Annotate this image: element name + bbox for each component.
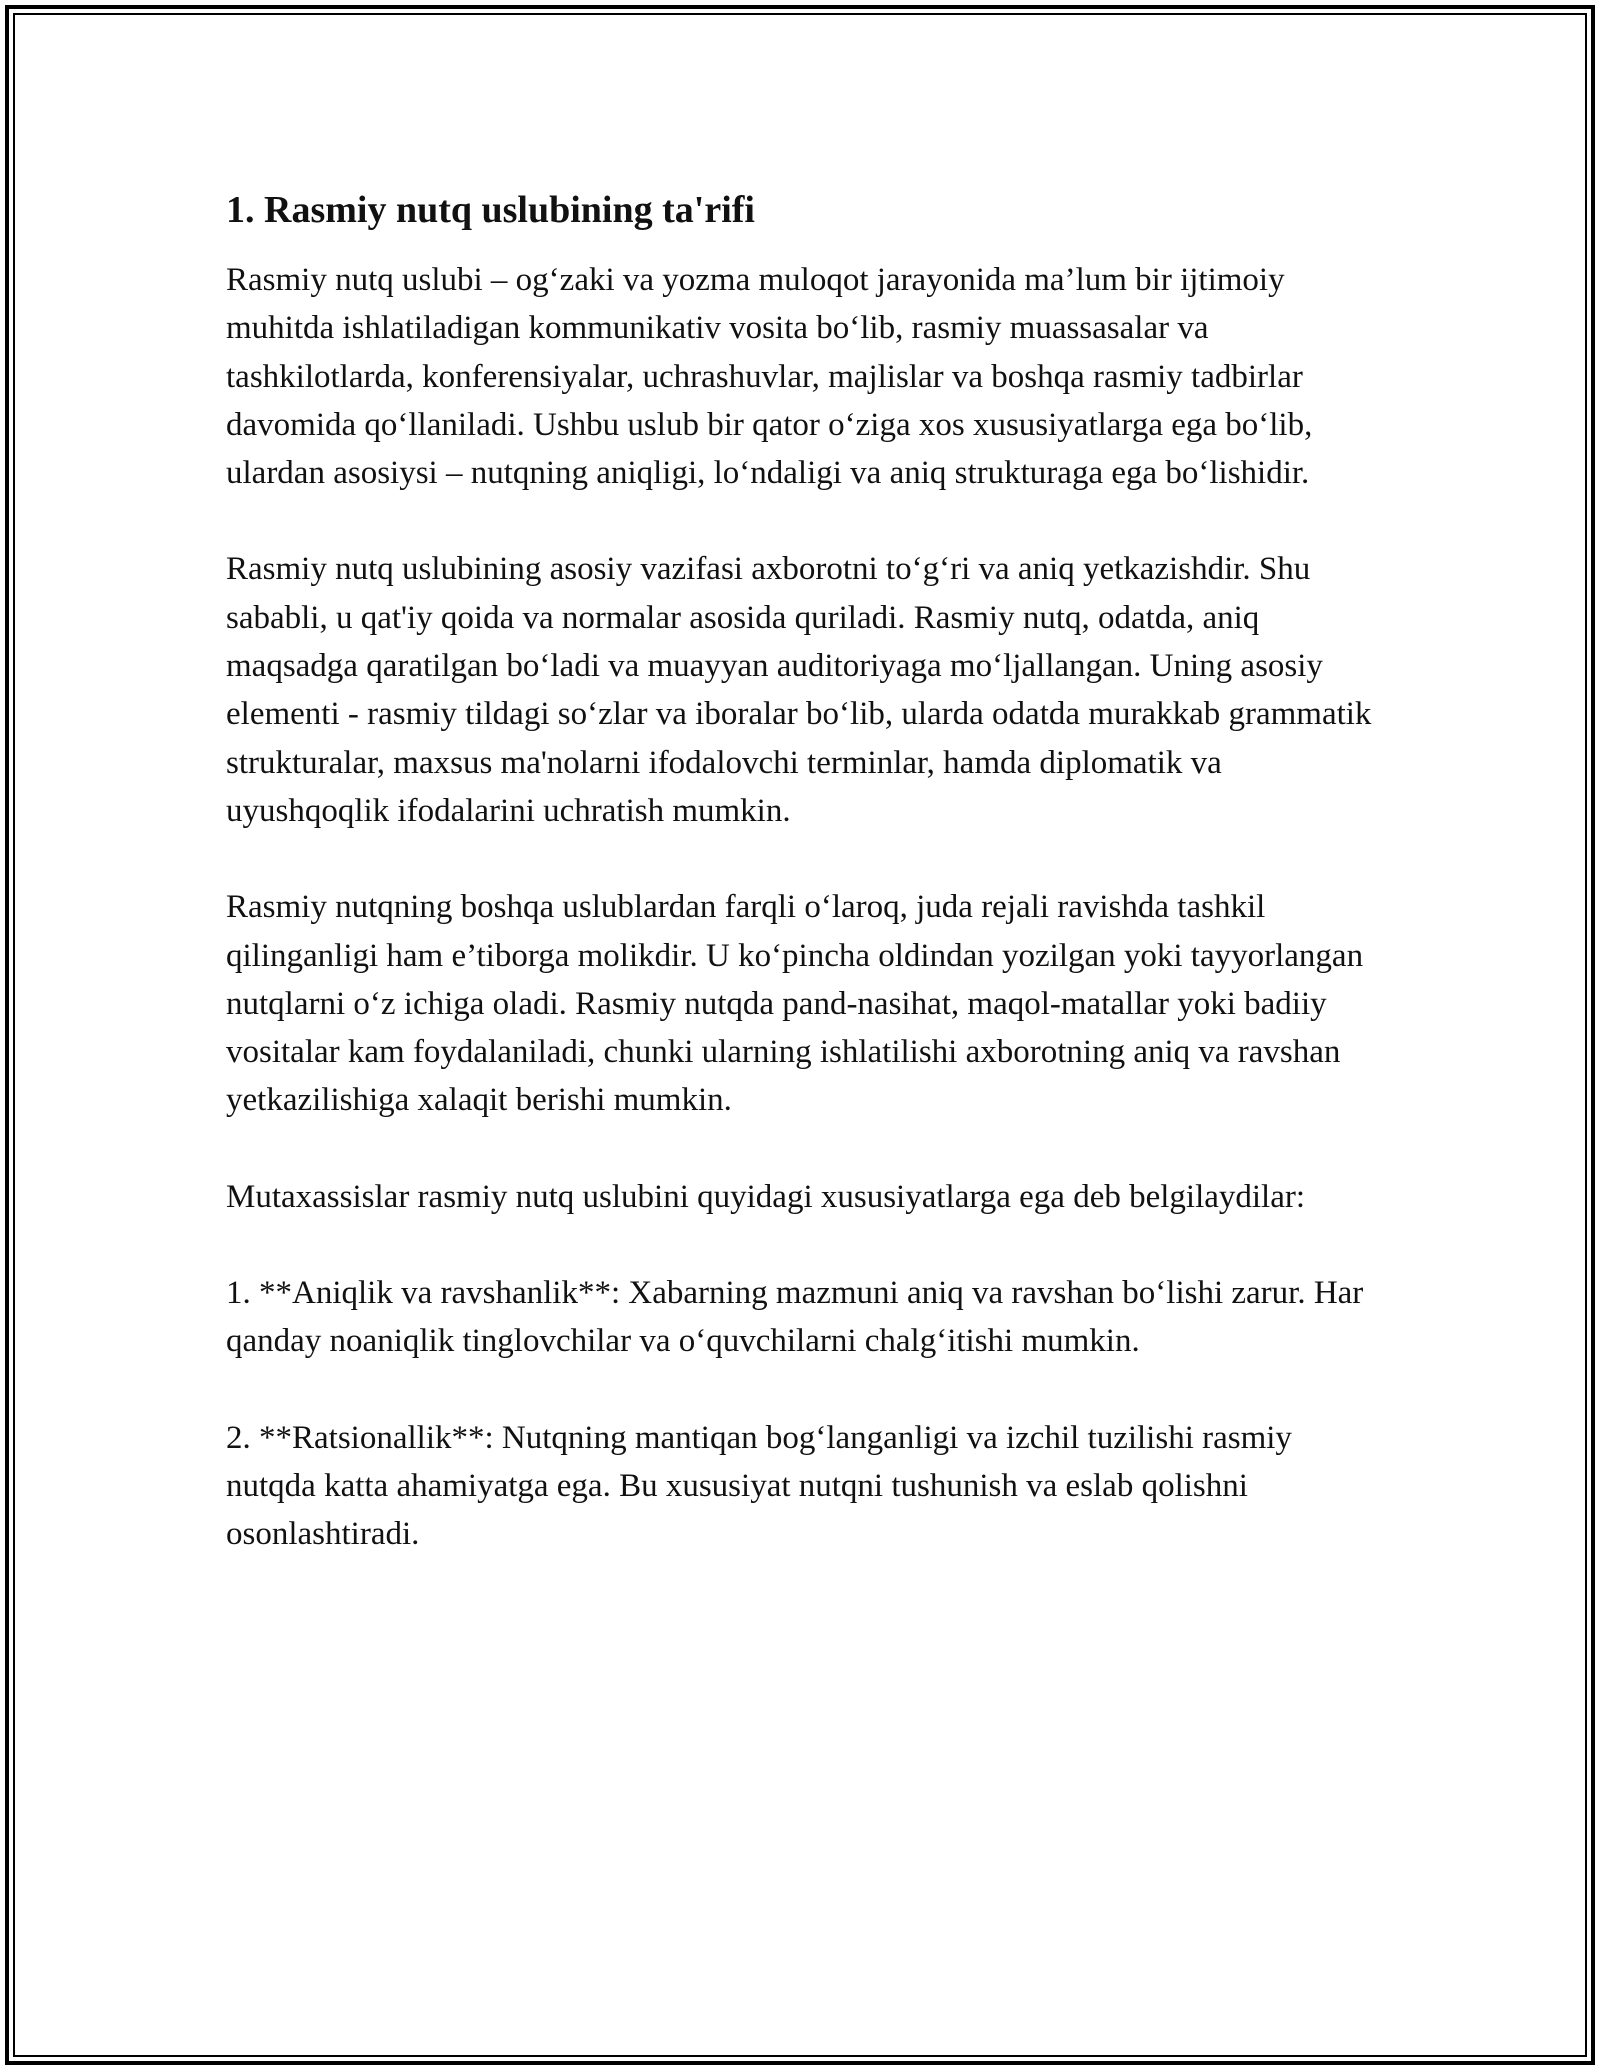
list-item-accuracy: 1. **Aniqlik va ravshanlik**: Xabarning mazmuni aniq va ravshan bo‘lishi zarur. Har qanday noaniqlik tinglovchilar va o‘quvchilarni chalg‘itishi mumkin. [226,1275,1364,1360]
paragraph-planning: Rasmiy nutqning boshqa uslublardan farqli o‘laroq, juda rejali ravishda tashkil qilinganligi ham e’tiborga molikdir. U ko‘pincha oldindan yozilgan yoki tayyorlangan nutqlarni o‘z ichiga oladi. Rasmiy nutqda pand-nasihat, maqol-matallar yoki badiiy vositalar kam foydalaniladi, chunki ularning ishlatilishi axborotning aniq va ravshan yetkazilishiga xalaqit berishi mumkin. [226,889,1364,1119]
list-item-rationality: 2. **Ratsionallik**: Nutqning mantiqan bog‘langanligi va izchil tuzilishi rasmiy nutqda katta ahamiyatga ega. Bu xususiyat nutqni tushunish va eslab qolishni osonlashtiradi. [226,1419,1292,1553]
document-body [226,186,1372,1607]
paragraph-definition: Rasmiy nutq uslubi – og‘zaki va yozma muloqot jarayonida ma’lum bir ijtimoiy muhitda ishlatiladigan kommunikativ vosita bo‘lib, rasmiy muassasalar va tashkilotlarda, konferensiyalar, uchrashuvlar, majlislar va boshqa rasmiy tadbirlar davomida qo‘llaniladi. Ushbu uslub bir qator o‘ziga xos xususiyatlarga ega bo‘lib, ulardan asosiysi – nutqning aniqligi, lo‘ndaligi va aniq strukturaga ega bo‘lishidir. [226,262,1313,492]
section-heading: 1. Rasmiy nutq uslubining ta'rifi [226,189,755,231]
paragraph-main-task: Rasmiy nutq uslubining asosiy vazifasi axborotni to‘g‘ri va aniq yetkazishdir. Shu sababli, u qat'iy qoida va normalar asosida quriladi. Rasmiy nutq, odatda, aniq maqsadga qaratilgan bo‘ladi va muayyan auditoriyaga mo‘ljallangan. Uning asosiy elementi - rasmiy tildagi so‘zlar va iboralar bo‘lib, ularda odatda murakkab grammatik strukturalar, maxsus ma'nolarni ifodalovchi terminlar, hamda diplomatik va uyushqoqlik ifodalarini uchratish mumkin. [226,551,1372,829]
paragraph-features-intro: Mutaxassislar rasmiy nutq uslubini quyidagi xususiyatlarga ega deb belgilaydilar: [226,1178,1306,1215]
